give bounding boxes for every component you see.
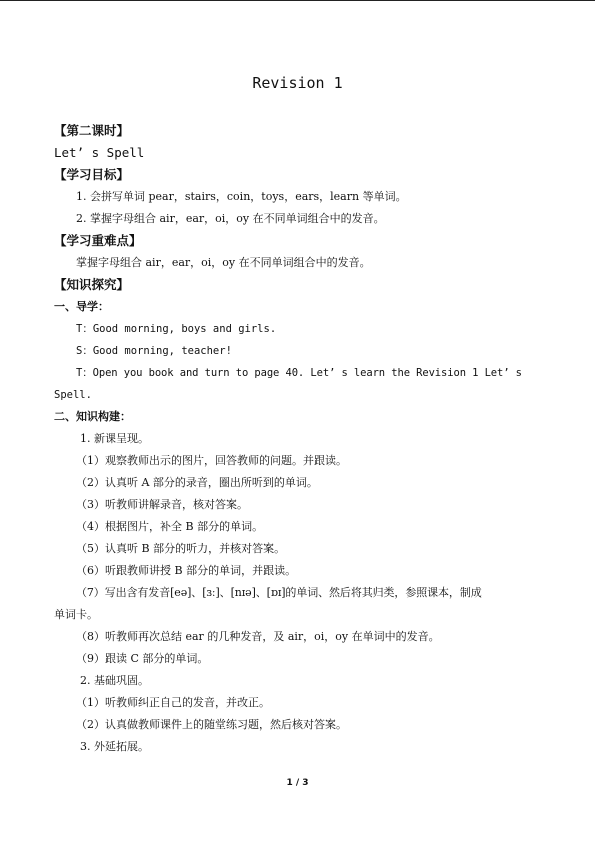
- key-points-text: 掌握字母组合 air，ear，oi，oy 在不同单词组合中的发音。: [76, 256, 371, 269]
- key-points-heading: 【学习重难点】: [54, 233, 142, 248]
- dialogue-line-2: S：Good morning, teacher!: [76, 345, 232, 357]
- step-9: （9）跟读 C 部分的单词。: [76, 652, 209, 665]
- part2-label: 2. 基础巩固。: [80, 674, 149, 687]
- explore-heading: 【知识探究】: [54, 277, 130, 292]
- step-2: （2）认真听 A 部分的录音，圈出所听到的单词。: [76, 476, 318, 489]
- consolidation-1: （1）听教师纠正自己的发音，并改正。: [76, 696, 270, 709]
- step-5: （5）认真听 B 部分的听力，并核对答案。: [76, 542, 286, 555]
- dialogue-line-3-cont: Spell.: [54, 389, 92, 401]
- step-6: （6）听跟教师讲授 B 部分的单词，并跟读。: [76, 564, 297, 577]
- page-title: Revision 1: [252, 74, 343, 92]
- section-lesson-heading: 【第二课时】: [54, 123, 130, 138]
- step-3: （3）听教师讲解录音，核对答案。: [76, 498, 248, 511]
- build-heading: 二、知识构建：: [54, 410, 131, 423]
- step-4: （4）根据图片，补全 B 部分的单词。: [76, 520, 264, 533]
- part1-label: 1. 新课呈现。: [80, 432, 149, 445]
- step-7-cont: 单词卡。: [54, 608, 98, 621]
- step-8: （8）听教师再次总结 ear 的几种发音，及 air，oi，oy 在单词中的发音。: [76, 630, 440, 643]
- dialogue-line-1: T：Good morning, boys and girls.: [76, 323, 277, 335]
- dialogue-line-3: T：Open you book and turn to page 40. Let’ s learn the Revision 1 Let’ s: [76, 367, 522, 379]
- step-7: （7）写出含有发音[eə]、[ɜː]、[nɪə]、[ɒɪ]的单词、然后将其归类，参照课本，制成: [76, 586, 482, 599]
- consolidation-2: （2）认真做教师课件上的随堂练习题，然后核对答案。: [76, 718, 347, 731]
- top-rule: [0, 0, 595, 1]
- page-number: 1 / 3: [286, 778, 309, 788]
- guide-heading: 一、导学：: [54, 300, 109, 313]
- part3-label: 3. 外延拓展。: [80, 740, 149, 753]
- goal-item-1: 1. 会拼写单词 pear，stairs，coin，toys，ears，learn 等单词。: [76, 190, 407, 203]
- goal-item-2: 2. 掌握字母组合 air，ear，oi，oy 在不同单词组合中的发音。: [76, 212, 385, 225]
- lesson-name: Let’ s Spell: [54, 145, 145, 160]
- step-1: （1）观察教师出示的图片，回答教师的问题。并跟读。: [76, 454, 347, 467]
- document-body: [54, 120, 544, 758]
- goals-heading: 【学习目标】: [54, 167, 130, 182]
